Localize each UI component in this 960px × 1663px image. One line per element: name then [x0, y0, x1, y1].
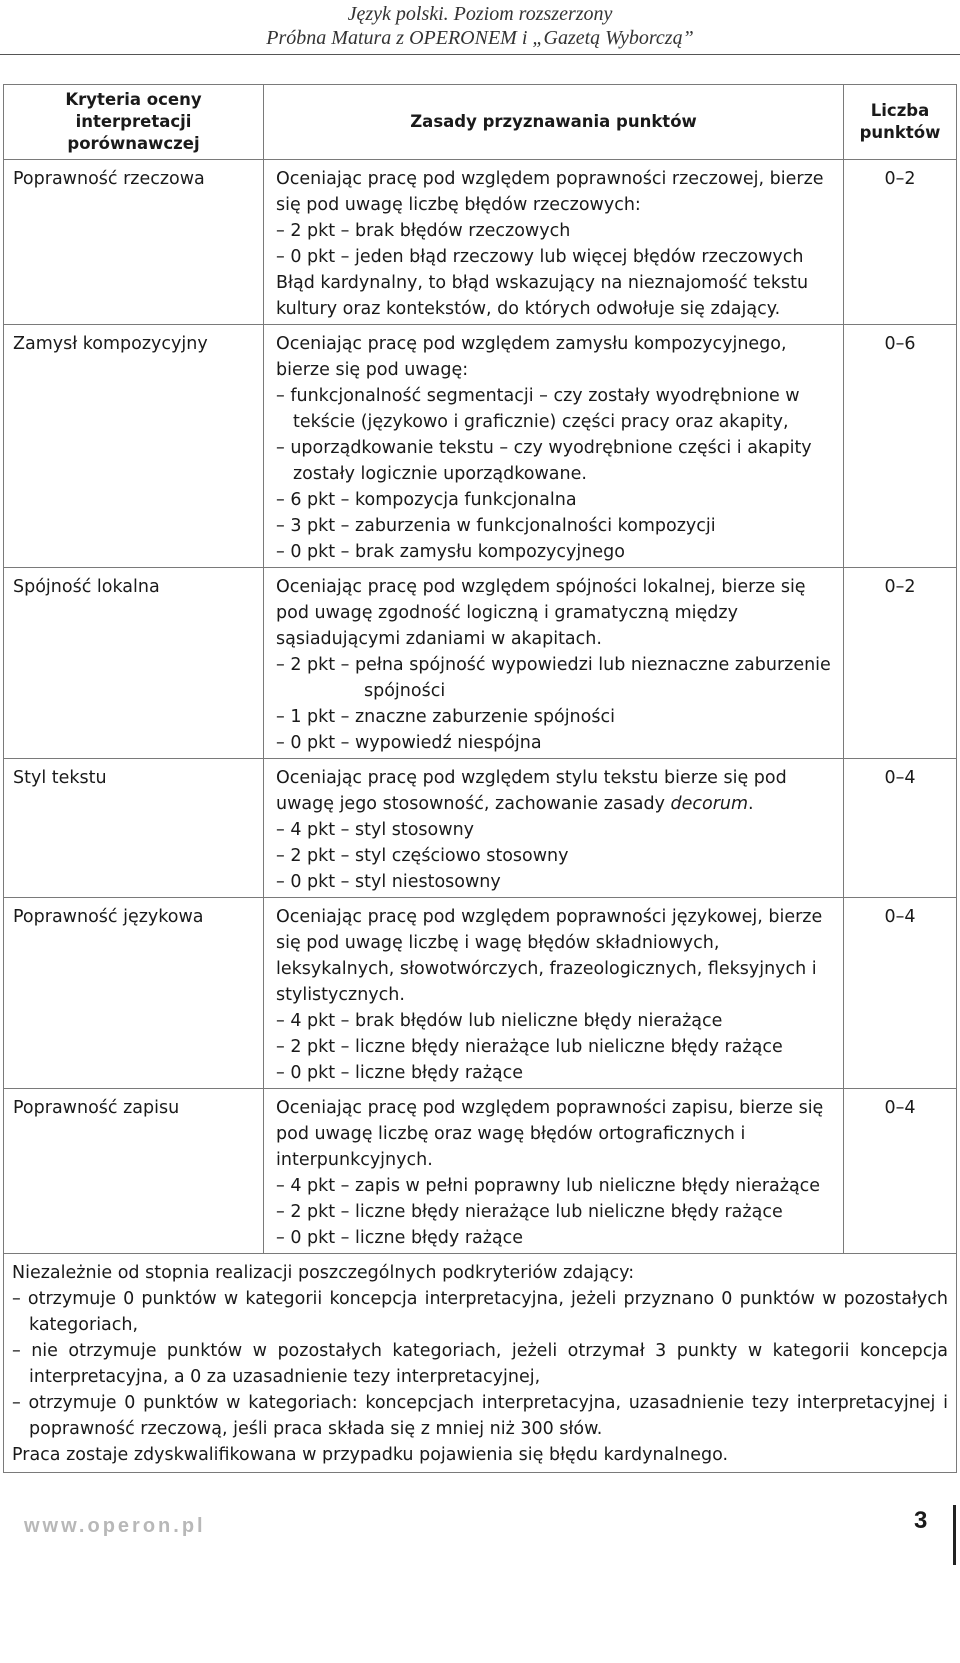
header-subject: Język polski. Poziom rozszerzony — [347, 3, 613, 25]
table-row — [4, 568, 957, 759]
table-row — [4, 1089, 957, 1254]
publisher-website: www.operon.pl — [24, 1515, 206, 1537]
table-footer-row — [4, 1254, 957, 1473]
criterion-rules — [264, 568, 844, 759]
rules-intro-end: . — [748, 794, 754, 814]
rules-intro: Oceniając pracę pod względem poprawności językowej, bierze się pod uwagę liczbę i wagę błędów składniowych, leksykalnych, słowotwórczych, frazeologicznych, fleksyjnych i stylistycznych. — [276, 907, 823, 1005]
rules-intro: Oceniając pracę pod względem poprawności rzeczowej, bierze się pod uwagę liczbę błędów rzeczowych: — [276, 169, 824, 215]
general-rule-item: – otrzymuje 0 punktów w kategoriach: koncepcjach interpretacyjna, uzasadnienie tezy interpretacyjnej i poprawność rzeczową, jeśli praca składa się z mniej niż 300 słów. — [12, 1393, 948, 1439]
table-row — [4, 759, 957, 898]
table-row — [4, 160, 957, 325]
points-range: 0–6 — [844, 325, 957, 568]
points-range: 0–4 — [844, 759, 957, 898]
general-rules-note — [4, 1254, 957, 1473]
score-item: – 4 pkt – zapis w pełni poprawny lub nieliczne błędy nierażące — [276, 1176, 821, 1196]
page-header — [0, 2, 960, 50]
criterion-rules — [264, 898, 844, 1089]
score-item: – 2 pkt – brak błędów rzeczowych — [276, 221, 571, 241]
page-number: 3 — [914, 1507, 928, 1534]
criterion-rules — [264, 759, 844, 898]
header-exam-title: Próbna Matura z OPERONEM i „Gazetą Wyborczą” — [266, 27, 694, 49]
score-item: – 2 pkt – pełna spójność wypowiedzi lub nieznaczne zaburzenie spójności — [276, 655, 831, 701]
score-item: – 0 pkt – liczne błędy rażące — [276, 1063, 524, 1083]
score-item: – 6 pkt – kompozycja funkcjonalna — [276, 490, 577, 510]
criterion-name: Poprawność zapisu — [4, 1089, 264, 1254]
points-range: 0–4 — [844, 898, 957, 1089]
criterion-name: Zamysł kompozycyjny — [4, 325, 264, 568]
score-item: – 0 pkt – wypowiedź niespójna — [276, 733, 542, 753]
grading-criteria-table — [3, 84, 957, 1473]
disqualification-note: Praca zostaje zdyskwalifikowana w przypadku pojawienia się błędu kardynalnego. — [12, 1445, 729, 1465]
criterion-rules — [264, 160, 844, 325]
rules-intro-term: decorum — [670, 794, 749, 814]
score-item: – 4 pkt – brak błędów lub nieliczne błędy nierażące — [276, 1011, 723, 1031]
table-row — [4, 898, 957, 1089]
criterion-name: Spójność lokalna — [4, 568, 264, 759]
rules-intro-text: Oceniając pracę pod względem stylu tekstu bierze się pod uwagę jego stosowność, zachowanie zasady — [276, 768, 787, 814]
points-range: 0–4 — [844, 1089, 957, 1254]
score-item: – 0 pkt – brak zamysłu kompozycyjnego — [276, 542, 625, 562]
table-header-row — [4, 85, 957, 160]
aspect-item: – uporządkowanie tekstu – czy wyodrębnione części i akapity zostały logicznie uporządkowane. — [276, 438, 812, 484]
rules-note: Błąd kardynalny, to błąd wskazujący na nieznajomość tekstu kultury oraz kontekstów, do których odwołuje się zdający. — [276, 273, 809, 319]
criteria-column-header: Kryteria oceny interpretacji porównawczej — [4, 85, 264, 160]
rules-intro: Oceniając pracę pod względem zamysłu kompozycyjnego, bierze się pod uwagę: — [276, 334, 787, 380]
criterion-rules — [264, 1089, 844, 1254]
score-item: – 1 pkt – znaczne zaburzenie spójności — [276, 707, 615, 727]
rules-intro: Oceniając pracę pod względem poprawności zapisu, bierze się pod uwagę liczbę oraz wagę błędów ortograficznych i interpunkcyjnych. — [276, 1098, 824, 1170]
score-item: – 4 pkt – styl stosowny — [276, 820, 475, 840]
criterion-rules — [264, 325, 844, 568]
page-edge-rule — [953, 1505, 956, 1565]
points-range: 0–2 — [844, 568, 957, 759]
criterion-name: Poprawność rzeczowa — [4, 160, 264, 325]
rules-column-header: Zasady przyznawania punktów — [264, 85, 844, 160]
table-row — [4, 325, 957, 568]
score-item: – 2 pkt – liczne błędy nierażące lub nieliczne błędy rażące — [276, 1202, 783, 1222]
general-rule-item: – otrzymuje 0 punktów w kategorii koncepcja interpretacyjna, jeżeli przyznano 0 punktów w pozostałych kategoriach, — [12, 1289, 948, 1335]
points-column-header: Liczba punktów — [844, 85, 957, 160]
criterion-name: Poprawność językowa — [4, 898, 264, 1089]
aspect-item: – funkcjonalność segmentacji – czy zostały wyodrębnione w tekście (językowo i graficznie) części pracy oraz akapity, — [276, 386, 800, 432]
score-item: – 0 pkt – jeden błąd rzeczowy lub więcej błędów rzeczowych — [276, 247, 804, 267]
score-item: – 2 pkt – styl częściowo stosowny — [276, 846, 569, 866]
general-rules-lead: Niezależnie od stopnia realizacji poszczególnych podkryteriów zdający: — [12, 1263, 635, 1283]
score-item: – 0 pkt – liczne błędy rażące — [276, 1228, 524, 1248]
score-item: – 2 pkt – liczne błędy nierażące lub nieliczne błędy rażące — [276, 1037, 783, 1057]
rules-intro: Oceniając pracę pod względem spójności lokalnej, bierze się pod uwagę zgodność logiczną i gramatyczną między sąsiadującymi zdaniami w akapitach. — [276, 577, 806, 649]
header-divider — [0, 54, 960, 55]
score-item: – 3 pkt – zaburzenia w funkcjonalności kompozycji — [276, 516, 716, 536]
general-rule-item: – nie otrzymuje punktów w pozostałych kategoriach, jeżeli otrzymał 3 punkty w kategorii koncepcja interpretacyjna, a 0 za uzasadnienie tezy interpretacyjnej, — [12, 1341, 948, 1387]
rules-intro — [276, 765, 835, 817]
score-item: – 0 pkt – styl niestosowny — [276, 872, 501, 892]
criterion-name: Styl tekstu — [4, 759, 264, 898]
points-range: 0–2 — [844, 160, 957, 325]
